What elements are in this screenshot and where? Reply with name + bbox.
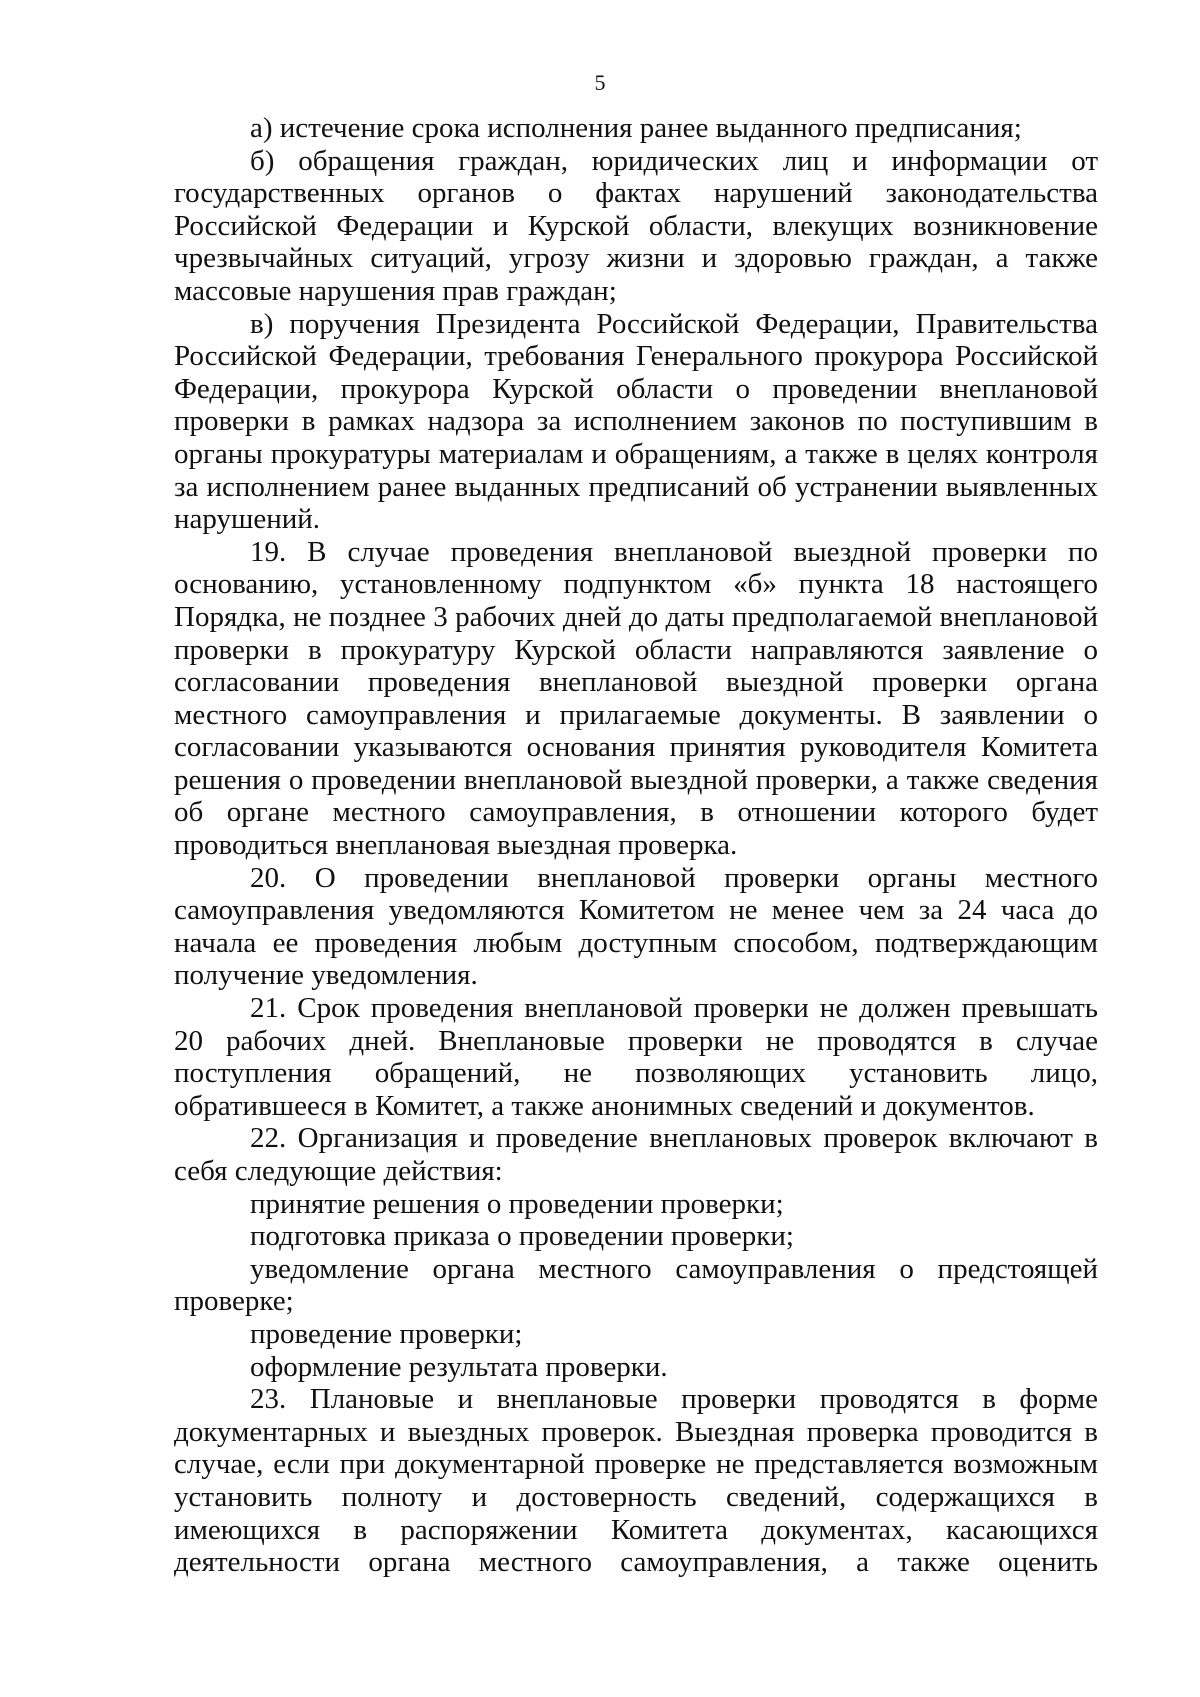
paragraph-19: 19. В случае проведения внеплановой выездной проверки по основанию, установленному подпунктом «б» пункта 18 настоящего Порядка, не позднее 3 рабочих дней до даты предполагаемой внеплановой проверки в прокуратуру Курской области направляются заявление о согласовании проведения внеплановой выездной проверки органа местного самоуправления и прилагаемые документы. В заявлении о согласовании указываются основания принятия руководителя Комитета решения о проведении внеплановой выездной проверки, а также сведения об органе местного самоуправления, в отношении которого будет проводиться внеплановая выездная проверка.	[174, 535, 1098, 862]
paragraph-20: 20. О проведении внеплановой проверки органы местного самоуправления уведомляются Комитетом не менее чем за 24 часа до начала ее проведения любым доступным способом, подтверждающим получение уведомления.	[174, 861, 1098, 992]
paragraph-21: 21. Срок проведения внеплановой проверки не должен превышать 20 рабочих дней. Внеплановые проверки не проводятся в случае поступления обращений, не позволяющих установить лицо, обратившееся в Комитет, а также анонимных сведений и документов.	[174, 992, 1098, 1122]
document-body	[174, 112, 1098, 1579]
action-item: подготовка приказа о проведении проверки;	[250, 1220, 794, 1253]
paragraph-23: 23. Плановые и внеплановые проверки проводятся в форме документарных и выездных проверок. Выездная проверка проводится в случае, если при документарной проверке не представляется возможным установить полноту и достоверность сведений, содержащихся в имеющихся в распоряжении Комитета документах, касающихся деятельности органа местного самоуправления, а также оценить	[174, 1383, 1098, 1579]
action-item: проведение проверки;	[250, 1317, 523, 1350]
action-item: принятие решения о проведении проверки;	[250, 1187, 784, 1220]
page-number: 5	[594, 70, 606, 95]
paragraph-v: в) поручения Президента Российской Федерации, Правительства Российской Федерации, требования Генерального прокурора Российской Федерации, прокурора Курской области о проведении внеплановой проверки в рамках надзора за исполнением законов по поступившим в органы прокуратуры материалам и обращениям, а также в целях контроля за исполнением ранее выданных предписаний об устранении выявленных нарушений.	[174, 307, 1098, 536]
action-item: оформление результата проверки.	[250, 1350, 668, 1383]
paragraph-b: б) обращения граждан, юридических лиц и информации от государственных органов о фактах нарушений законодательства Российской Федерации и Курской области, влекущих возникновение чрезвычайных ситуаций, угрозу жизни и здоровью граждан, а также массовые нарушения прав граждан;	[174, 144, 1098, 307]
paragraph-a: а) истечение срока исполнения ранее выданного предписания;	[250, 112, 1022, 144]
paragraph-22: 22. Организация и проведение внеплановых проверок включают в себя следующие действия:	[174, 1122, 1098, 1187]
action-item: уведомление органа местного самоуправления о предстоящей проверке;	[174, 1252, 1098, 1318]
